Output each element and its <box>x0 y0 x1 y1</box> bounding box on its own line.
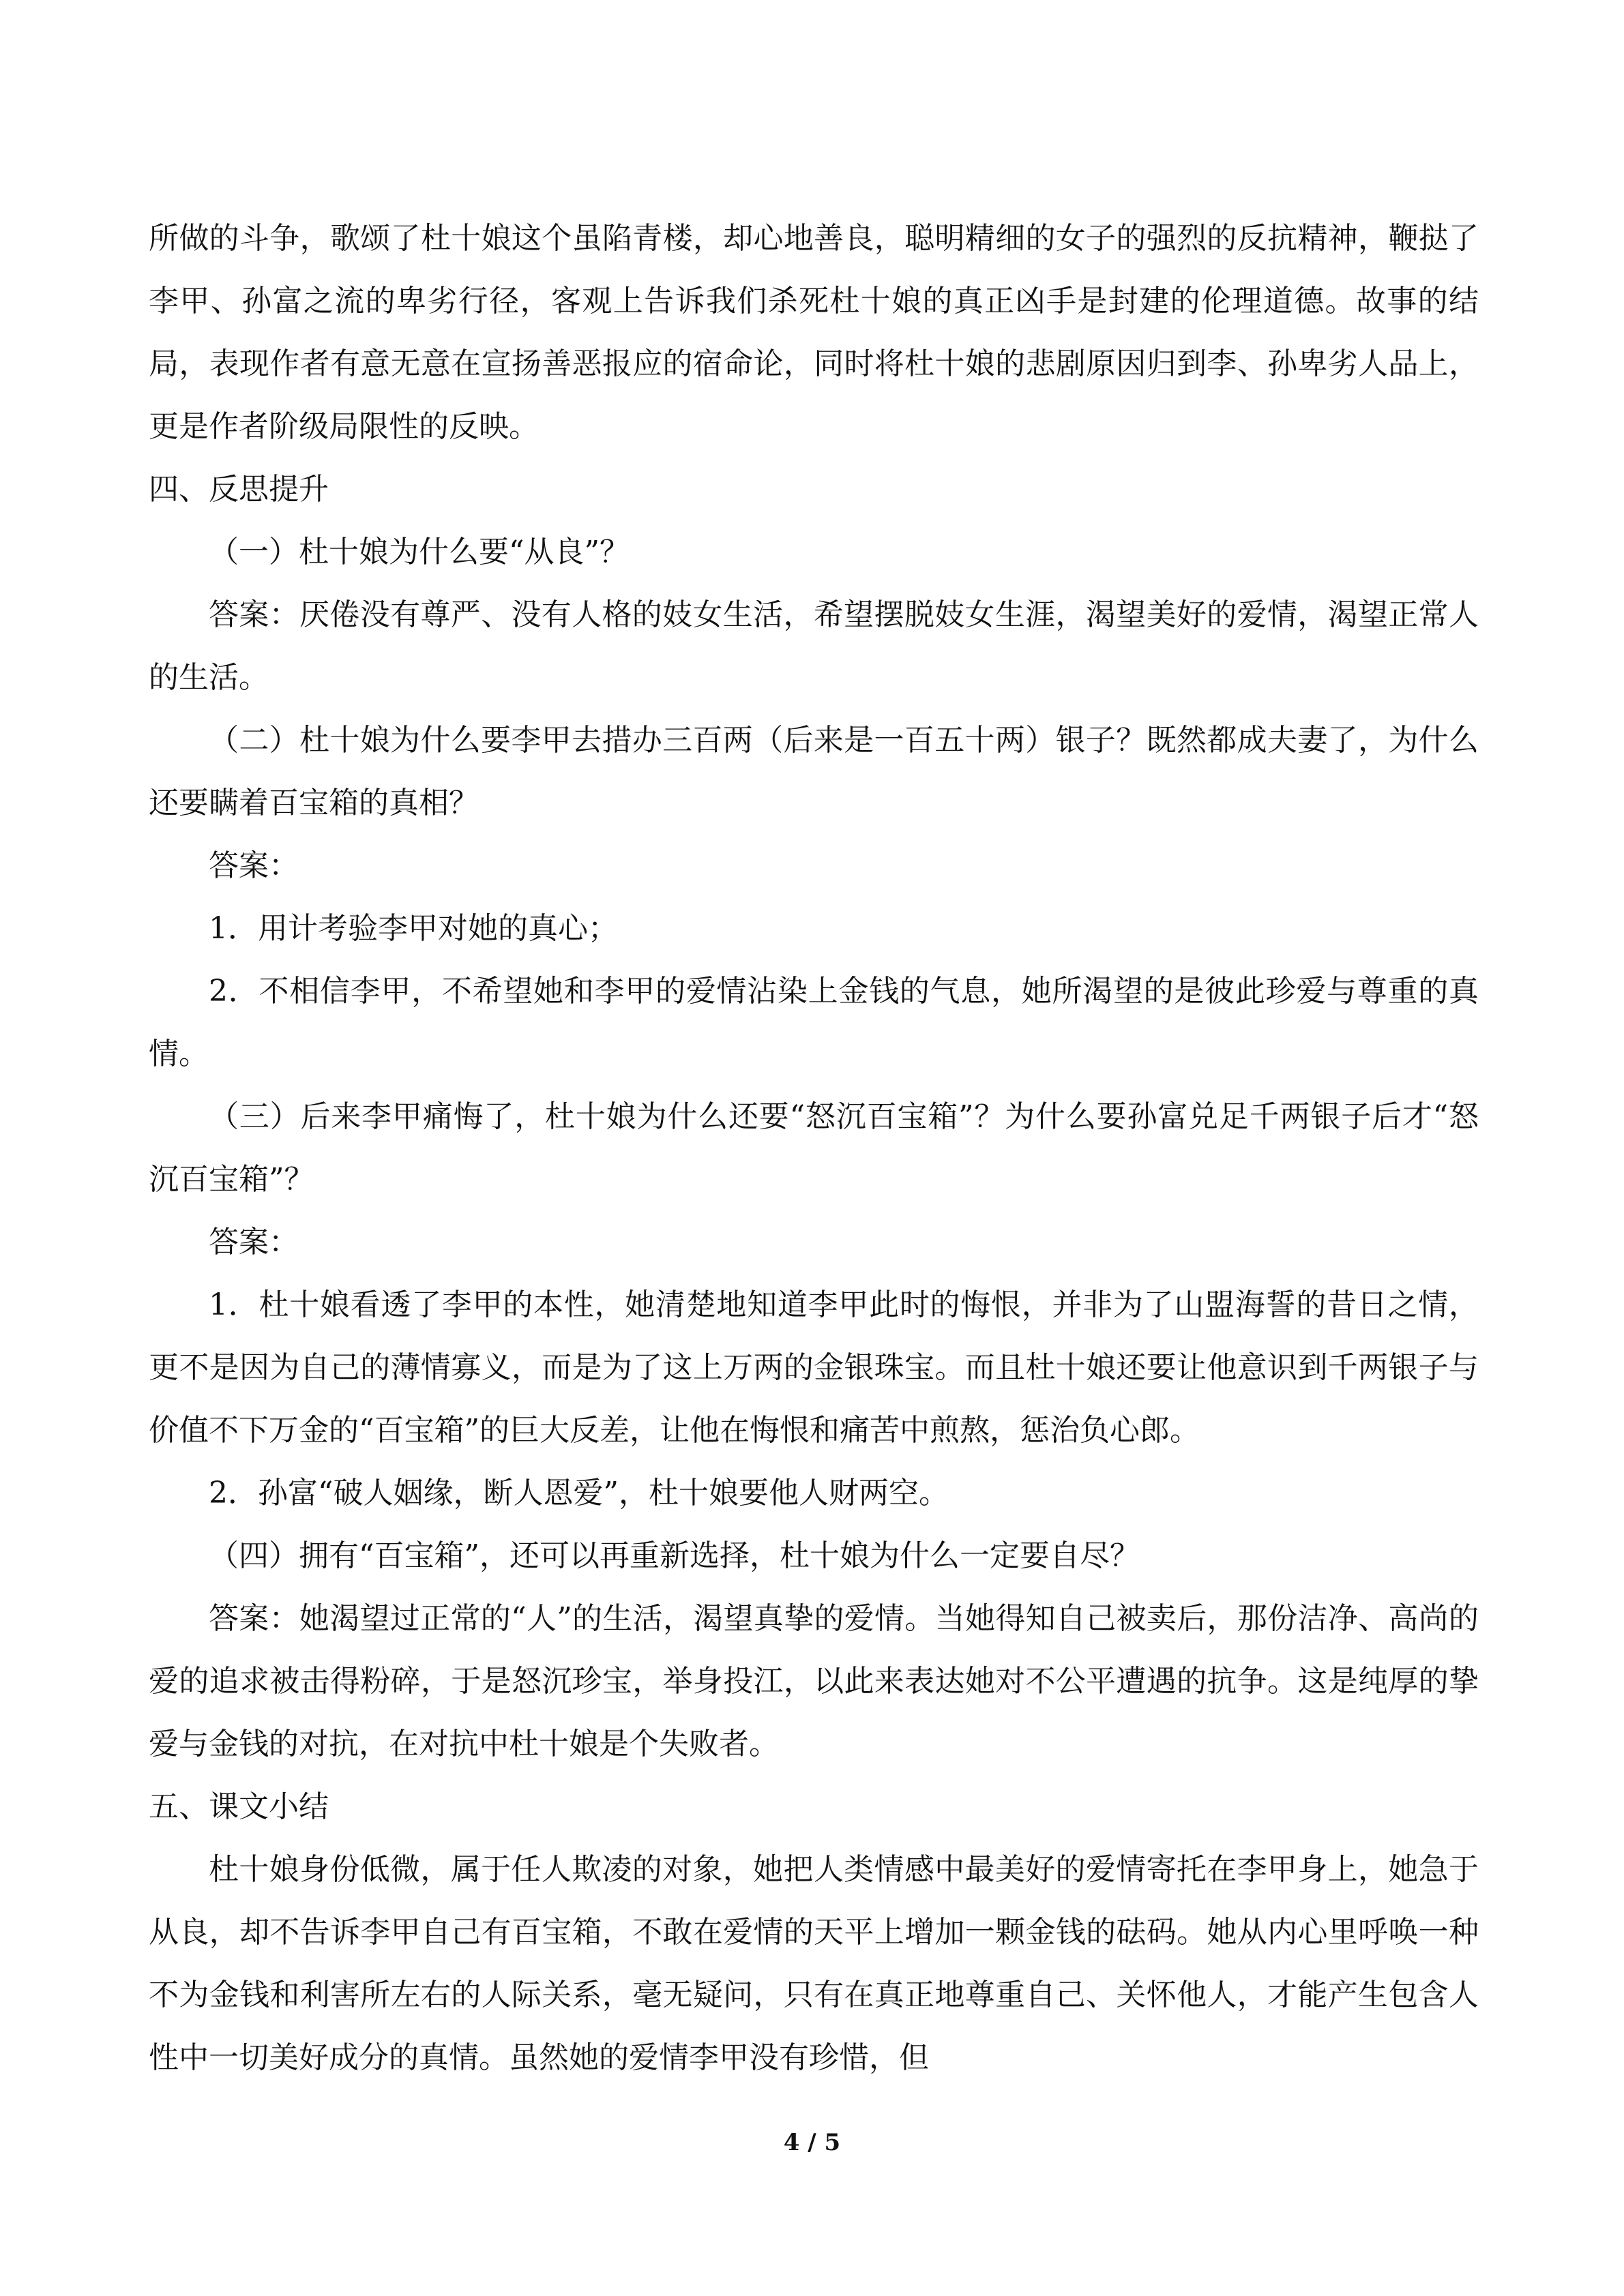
question-1: （一）杜十娘为什么要“从良”？ <box>209 535 630 569</box>
answer-2-point-2: 2．不相信李甲，不希望她和李甲的爱情沾染上金钱的气息，她所渴望的是彼此珍爱与尊重的真情。 <box>149 974 1479 1071</box>
answer-4: 答案：她渴望过正常的“人”的生活，渴望真挚的爱情。当她得知自己被卖后，那份洁净、高尚的爱的追求被击得粉碎，于是怒沉珍宝，举身投江，以此来表达她对不公平遭遇的抗争。这是纯厚的挚爱与金钱的对抗，在对抗中杜十娘是个失败者。 <box>149 1601 1479 1761</box>
question-4: （四）拥有“百宝箱”，还可以再重新选择，杜十娘为什么一定要自尽？ <box>209 1538 1140 1573</box>
answer-2-point-1: 1．用计考验李甲对她的真心； <box>209 911 618 946</box>
answer-1: 答案：厌倦没有尊严、没有人格的妓女生活，希望摆脱妓女生涯，渴望美好的爱情，渴望正常人的生活。 <box>149 597 1479 695</box>
answer-3-label: 答案： <box>209 1225 299 1259</box>
answer-3-point-2: 2．孙富“破人姻缘，断人恩爱”，杜十娘要他人财两空。 <box>209 1476 949 1510</box>
section-heading-reflection: 四、反思提升 <box>149 472 329 507</box>
page-number: 4 / 5 <box>783 2129 841 2156</box>
question-3: （三）后来李甲痛悔了，杜十娘为什么还要“怒沉百宝箱”？为什么要孙富兑足千两银子后才“怒沉百宝箱”？ <box>149 1099 1479 1197</box>
answer-2-label: 答案： <box>209 848 299 883</box>
answer-3-point-1: 1．杜十娘看透了李甲的本性，她清楚地知道李甲此时的悔恨，并非为了山盟海誓的昔日之情，更不是因为自己的薄情寡义，而是为了这上万两的金银珠宝。而且杜十娘还要让他意识到千两银子与价值不下万金的“百宝箱”的巨大反差，让他在悔恨和痛苦中煎熬，惩治负心郎。 <box>149 1287 1479 1448</box>
paragraph-continuation: 所做的斗争，歌颂了杜十娘这个虽陷青楼，却心地善良，聪明精细的女子的强烈的反抗精神，鞭挞了李甲、孙富之流的卑劣行径，客观上告诉我们杀死杜十娘的真正凶手是封建的伦理道德。故事的结局，表现作者有意无意在宣扬善恶报应的宿命论，同时将杜十娘的悲剧原因归到李、孙卑劣人品上，更是作者阶级局限性的反映。 <box>149 221 1479 444</box>
question-2: （二）杜十娘为什么要李甲去措办三百两（后来是一百五十两）银子？既然都成夫妻了，为什么还要瞒着百宝箱的真相？ <box>149 723 1479 820</box>
section-heading-summary: 五、课文小结 <box>149 1789 329 1824</box>
summary-paragraph: 杜十娘身份低微，属于任人欺凌的对象，她把人类情感中最美好的爱情寄托在李甲身上，她急于从良，却不告诉李甲自己有百宝箱，不敢在爱情的天平上增加一颗金钱的砝码。她从内心里呼唤一种不为金钱和利害所左右的人际关系，毫无疑问，只有在真正地尊重自己、关怀他人，才能产生包含人性中一切美好成分的真情。虽然她的爱情李甲没有珍惜，但 <box>149 1852 1479 2075</box>
body-text <box>149 207 1479 2089</box>
